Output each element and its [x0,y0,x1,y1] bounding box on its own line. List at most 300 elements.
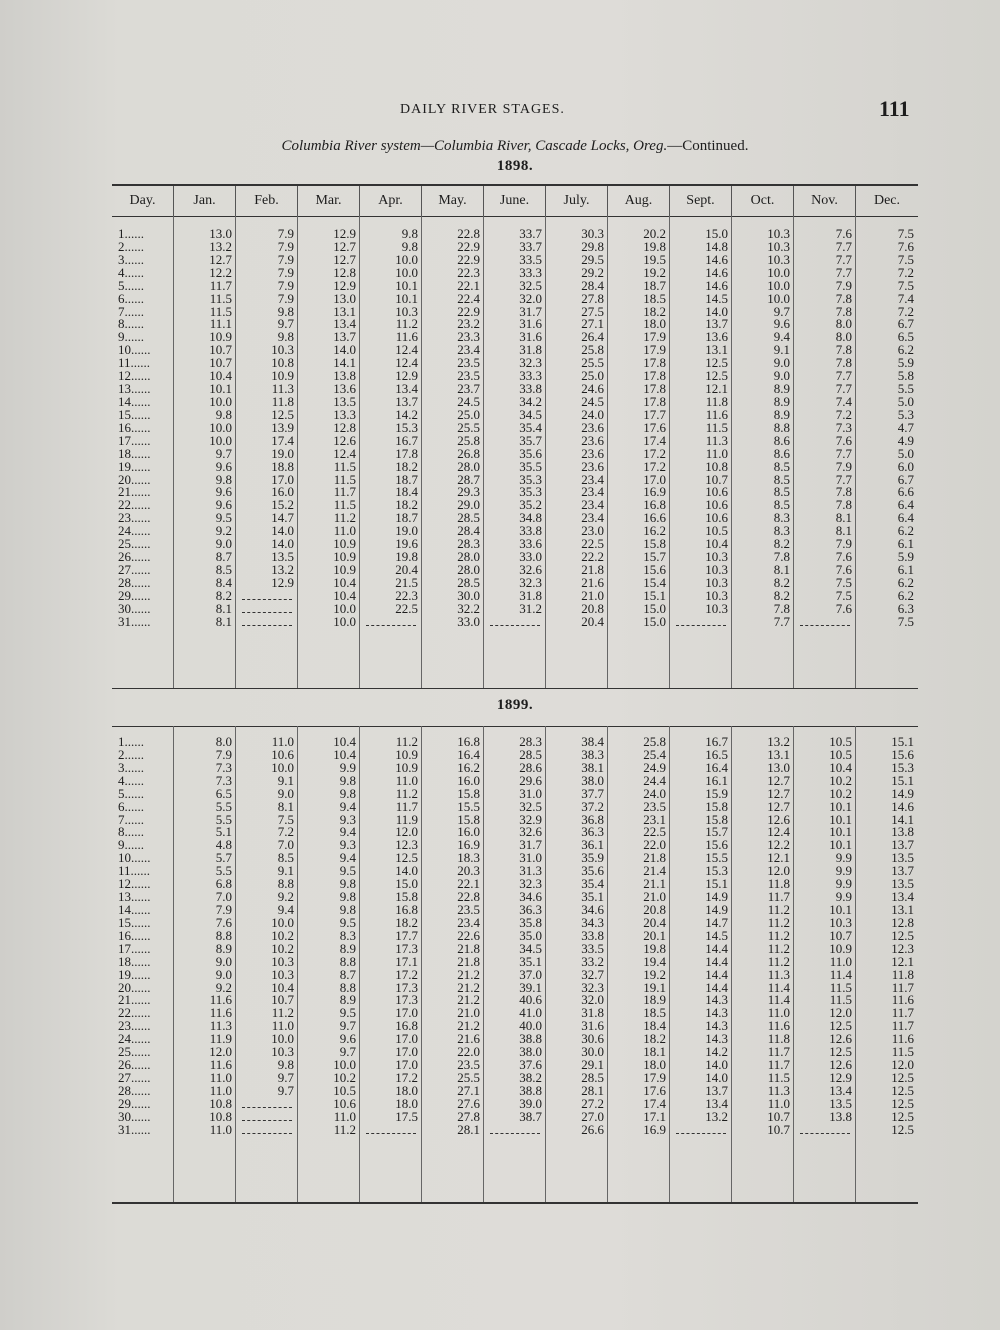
month-column [298,736,360,1137]
stage-value: 18.1 [643,1046,666,1060]
stage-value: 25.5 [457,421,480,435]
stage-value: 7.9 [277,279,294,293]
stage-value: 11.7 [333,486,356,500]
stage-value: 6.4 [897,499,914,513]
day-label: 18...... [118,447,151,461]
stage-value: 15.6 [891,748,914,762]
stage-value: 22.5 [581,538,604,552]
stage-value: 27.6 [457,1097,480,1111]
stage-value: 10.9 [209,331,232,345]
stage-value: 10.2 [333,1071,356,1085]
day-label: 17...... [118,942,151,956]
stage-value: 17.2 [395,1071,418,1085]
stage-value: 15.2 [271,499,294,513]
stage-value: 10.6 [333,1097,356,1111]
stage-value: 27.0 [581,1110,604,1124]
stage-value: 8.2 [773,538,790,552]
stage-value: 17.1 [643,1110,666,1124]
stage-value: 18.9 [643,994,666,1008]
stage-value: 9.0 [773,357,790,371]
stage-value: 23.6 [581,434,604,448]
stage-value: 12.5 [395,852,418,866]
year-heading-1898: 1898. [496,158,534,174]
stage-value: 11.0 [395,774,418,788]
day-label: 22...... [118,499,151,513]
month-column [670,228,732,629]
table-bottom-rule [112,1202,918,1204]
stage-value: 23.6 [581,421,604,435]
month-column [360,736,422,1137]
stage-value: 26.4 [581,331,604,345]
stage-value: 12.1 [705,383,728,396]
page-number: 111 [879,96,910,121]
day-label: 24...... [118,525,151,539]
stage-value: 13.4 [891,891,914,904]
stage-value: 8.8 [215,929,232,943]
stage-value: 13.7 [705,1084,728,1098]
stage-value: 22.2 [581,551,604,564]
stage-value: 18.5 [643,1007,666,1021]
stage-value: 31.2 [519,602,542,616]
stage-value: 16.4 [457,748,480,762]
stage-value: 9.9 [835,865,852,879]
stage-value: 14.0 [705,305,728,319]
column-header: May. [422,186,484,216]
stage-value: 15.8 [705,800,728,814]
stage-value: 35.7 [519,434,542,448]
stage-value: 15.0 [643,602,666,616]
stage-value: 34.6 [519,891,542,904]
stage-value: 9.0 [277,787,294,801]
stage-value: 17.9 [643,331,666,345]
stage-value: 5.0 [897,395,914,409]
stage-value: 33.3 [519,370,542,384]
stage-value: 8.3 [773,512,790,526]
stage-value: 8.2 [773,576,790,590]
stage-value: 5.9 [897,357,914,371]
stage-value: 10.8 [209,1097,232,1111]
stage-value: 15.8 [395,891,418,904]
stage-value: 10.0 [271,761,294,775]
stage-value: 21.6 [581,576,604,590]
stage-value: 32.2 [457,602,480,616]
stage-value: 6.0 [897,460,914,474]
day-label: 3...... [118,761,144,775]
stage-value: 15.5 [457,800,480,814]
stage-value: 12.1 [891,955,914,969]
day-label: 29...... [118,589,151,603]
stage-value: 5.5 [215,800,232,814]
stage-value: 17.6 [643,421,666,435]
stage-value: 19.0 [271,447,294,461]
stage-value: 34.2 [519,395,542,409]
stage-value: 12.2 [767,839,790,853]
stage-value: 13.2 [767,736,790,749]
stage-value: 9.2 [215,981,232,995]
day-label: 7...... [118,813,144,827]
stage-value: 7.9 [835,279,852,293]
stage-value: 29.5 [581,253,604,267]
stage-value: 10.4 [333,736,356,749]
stage-value: 15.7 [705,826,728,840]
stage-value: 7.6 [835,228,852,241]
stage-value: 29.6 [519,774,542,788]
stage-value: 38.0 [519,1046,542,1060]
stage-value: 11.0 [271,1020,294,1034]
blank-cell [484,1124,546,1137]
stage-value: 23.5 [457,370,480,384]
stage-value: 20.3 [457,865,480,879]
stage-value: 24.4 [643,774,666,788]
stage-value: 35.2 [519,499,542,513]
stage-value: 23.2 [457,318,480,332]
stage-value: 10.7 [767,1110,790,1124]
stage-value: 12.1 [767,852,790,866]
stage-value: 14.0 [705,1059,728,1072]
stage-value: 8.5 [215,563,232,577]
day-label: 30...... [118,602,151,616]
stage-value: 7.8 [835,344,852,358]
stage-value: 11.7 [891,1020,914,1034]
stage-value: 35.0 [519,929,542,943]
stage-value: 35.3 [519,473,542,487]
stage-value: 22.0 [643,839,666,853]
stage-value: 13.4 [829,1084,852,1098]
day-label: 1...... [118,228,144,241]
stage-value: 14.3 [705,994,728,1008]
stage-value: 38.2 [519,1071,542,1085]
stage-value: 20.1 [643,929,666,943]
stage-value: 17.0 [271,473,294,487]
stage-value: 7.8 [773,551,790,564]
stage-value: 11.2 [333,1123,356,1137]
stage-value: 7.9 [277,292,294,306]
stage-value: 23.4 [581,473,604,487]
stage-value: 18.7 [643,279,666,293]
day-label: 20...... [118,981,151,995]
stage-value: 10.9 [333,563,356,577]
stage-value: 12.7 [209,253,232,267]
stage-value: 12.4 [395,357,418,371]
stage-value: 33.7 [519,240,542,254]
stage-value: 11.8 [767,878,790,892]
stage-value: 25.0 [457,408,480,422]
stage-value: 11.8 [705,395,728,409]
stage-value: 10.7 [767,1123,790,1137]
stage-value: 10.0 [767,266,790,280]
stage-value: 12.5 [891,929,914,943]
stage-value: 19.2 [643,968,666,982]
stage-value: 12.9 [395,370,418,384]
stage-value: 33.3 [519,266,542,280]
stage-value: 17.7 [643,408,666,422]
stage-value: 10.6 [271,748,294,762]
day-label: 16...... [118,421,151,435]
stage-value: 16.0 [457,774,480,788]
stage-value: 33.5 [581,942,604,956]
stage-value: 34.8 [519,512,542,526]
stage-value: 13.9 [271,421,294,435]
stage-value: 7.0 [277,839,294,853]
stage-value: 10.3 [767,253,790,267]
stage-value: 36.3 [519,903,542,917]
stage-value: 12.6 [333,434,356,448]
subtitle-continued: —Continued. [667,138,749,154]
stage-value: 37.7 [581,787,604,801]
stage-value: 11.4 [767,994,790,1008]
stage-value: 8.1 [215,615,232,629]
stage-value: 10.7 [209,357,232,371]
blank-cell [360,616,422,629]
stage-value: 8.5 [773,473,790,487]
stage-value: 6.2 [897,589,914,603]
day-label: 20...... [118,473,151,487]
stage-value: 9.5 [215,512,232,526]
stage-value: 7.5 [897,253,914,267]
day-label: 31...... [118,1123,151,1137]
stage-value: 31.6 [581,1020,604,1034]
stage-value: 9.5 [339,865,356,879]
stage-value: 12.0 [767,865,790,879]
stage-value: 13.1 [705,344,728,358]
stage-value: 18.0 [395,1097,418,1111]
stage-value: 10.6 [705,499,728,513]
blank-cell [236,1111,298,1124]
stage-value: 7.6 [835,551,852,564]
stage-value: 32.5 [519,800,542,814]
stage-value: 23.6 [581,460,604,474]
stage-value: 23.4 [581,486,604,500]
stage-value: 16.9 [643,486,666,500]
month-column [732,228,794,629]
stage-value: 22.5 [643,826,666,840]
stage-value: 13.1 [891,903,914,917]
stage-value: 19.8 [643,942,666,956]
stage-value: 17.4 [643,1097,666,1111]
stage-value: 39.1 [519,981,542,995]
stage-value: 23.4 [581,512,604,526]
stage-value: 25.4 [643,748,666,762]
stage-value: 16.1 [705,774,728,788]
stage-value: 11.9 [209,1033,232,1047]
stage-value: 22.0 [457,1046,480,1060]
stage-value: 12.7 [333,253,356,267]
day-label: 4...... [118,774,144,788]
running-head: DAILY RIVER STAGES. [400,102,565,117]
stage-value: 7.8 [835,305,852,319]
stage-value: 13.6 [705,331,728,345]
stage-value: 19.8 [643,240,666,254]
stage-value: 6.2 [897,344,914,358]
stage-value: 8.9 [339,942,356,956]
stage-value: 29.8 [581,240,604,254]
stage-value: 7.9 [277,228,294,241]
stage-value: 10.7 [271,994,294,1008]
stage-value: 15.8 [705,813,728,827]
stage-value: 35.4 [519,421,542,435]
stage-value: 5.8 [897,370,914,384]
data-table-1898 [112,228,918,629]
stage-value: 17.2 [643,460,666,474]
stage-value: 13.4 [333,318,356,332]
stage-value: 10.0 [395,253,418,267]
stage-value: 11.0 [333,525,356,539]
stage-value: 7.2 [897,305,914,319]
stage-value: 7.7 [835,473,852,487]
stage-value: 9.4 [277,903,294,917]
column-header: Jan. [174,186,236,216]
month-column [856,736,918,1137]
stage-value: 27.1 [581,318,604,332]
stage-value: 38.0 [581,774,604,788]
stage-value: 7.8 [835,292,852,306]
stage-value: 20.4 [395,563,418,577]
stage-value: 23.5 [457,1059,480,1072]
stage-value: 15.0 [705,228,728,241]
stage-value: 27.5 [581,305,604,319]
stage-value: 24.0 [581,408,604,422]
month-column [174,736,236,1137]
stage-value: 40.6 [519,994,542,1008]
stage-value: 28.0 [457,563,480,577]
stage-value: 11.3 [767,1084,790,1098]
stage-value: 11.4 [829,968,852,982]
stage-value: 15.1 [705,878,728,892]
stage-value: 10.8 [271,357,294,371]
stage-value: 15.3 [395,421,418,435]
stage-value: 14.9 [705,891,728,904]
day-label: 14...... [118,903,151,917]
column-header: Day. [112,186,174,216]
stage-value: 14.0 [271,538,294,552]
day-label: 26...... [118,1059,151,1072]
stage-value: 14.0 [705,1071,728,1085]
section-divider-rule [112,688,918,689]
day-label: 31...... [118,615,151,629]
stage-value: 9.8 [277,331,294,345]
stage-value: 11.4 [767,981,790,995]
stage-value: 11.2 [395,736,418,749]
stage-value: 13.0 [767,761,790,775]
stage-value: 7.7 [835,253,852,267]
stage-value: 15.4 [643,576,666,590]
stage-value: 18.2 [643,305,666,319]
stage-value: 24.0 [643,787,666,801]
stage-value: 7.7 [773,615,790,629]
stage-value: 7.7 [835,370,852,384]
column-header: June. [484,186,546,216]
stage-value: 18.2 [395,460,418,474]
stage-value: 33.7 [519,228,542,241]
stage-value: 34.6 [581,903,604,917]
blank-cell [236,603,298,616]
stage-value: 8.5 [773,486,790,500]
day-label: 25...... [118,1046,151,1060]
stage-value: 11.7 [395,800,418,814]
stage-value: 18.3 [457,852,480,866]
stage-value: 17.8 [643,383,666,396]
stage-value: 10.3 [705,589,728,603]
stage-value: 9.3 [339,813,356,827]
stage-value: 17.8 [643,370,666,384]
stage-value: 9.8 [277,1059,294,1072]
stage-value: 9.2 [277,891,294,904]
stage-value: 16.9 [643,1123,666,1137]
stage-value: 11.5 [891,1046,914,1060]
stage-value: 11.6 [209,1007,232,1021]
day-label: 24...... [118,1033,151,1047]
stage-value: 12.4 [395,344,418,358]
stage-value: 18.4 [643,1020,666,1034]
stage-value: 16.4 [705,761,728,775]
stage-value: 21.4 [643,865,666,879]
day-label: 7...... [118,305,144,319]
stage-value: 11.5 [333,473,356,487]
stage-value: 10.3 [705,576,728,590]
stage-value: 17.3 [395,994,418,1008]
stage-value: 25.8 [457,434,480,448]
day-label: 6...... [118,800,144,814]
day-label: 11...... [118,357,151,371]
stage-value: 12.0 [829,1007,852,1021]
stage-value: 33.8 [581,929,604,943]
stage-value: 31.8 [581,1007,604,1021]
day-label: 3...... [118,253,144,267]
blank-cell [670,616,732,629]
stage-value: 12.5 [891,1097,914,1111]
stage-value: 11.7 [767,891,790,904]
stage-value: 12.5 [705,357,728,371]
stage-value: 8.1 [215,602,232,616]
stage-value: 11.5 [829,981,852,995]
stage-value: 26.6 [581,1123,604,1137]
stage-value: 9.5 [339,1007,356,1021]
stage-value: 16.7 [705,736,728,749]
stage-value: 37.2 [581,800,604,814]
stage-value: 12.6 [767,813,790,827]
stage-value: 28.1 [457,1123,480,1137]
stage-value: 12.2 [209,266,232,280]
stage-value: 28.5 [457,576,480,590]
stage-value: 15.7 [643,551,666,564]
stage-value: 23.7 [457,383,480,396]
stage-value: 11.2 [767,903,790,917]
stage-value: 9.1 [277,865,294,879]
stage-value: 12.5 [891,1123,914,1137]
stage-value: 6.1 [897,563,914,577]
stage-value: 11.6 [209,1059,232,1072]
stage-value: 31.6 [519,331,542,345]
stage-value: 13.4 [705,1097,728,1111]
stage-value: 21.8 [581,563,604,577]
stage-value: 13.7 [395,395,418,409]
day-label: 5...... [118,787,144,801]
stage-value: 27.8 [581,292,604,306]
stage-value: 16.8 [643,499,666,513]
stage-value: 11.7 [767,1059,790,1072]
day-label: 8...... [118,318,144,332]
month-column [608,736,670,1137]
stage-value: 12.4 [767,826,790,840]
month-column [360,228,422,629]
month-column [794,736,856,1137]
month-column [236,736,298,1137]
stage-value: 11.7 [891,981,914,995]
stage-value: 10.1 [829,903,852,917]
stage-value: 7.9 [835,460,852,474]
stage-value: 12.5 [891,1071,914,1085]
stage-value: 6.7 [897,318,914,332]
